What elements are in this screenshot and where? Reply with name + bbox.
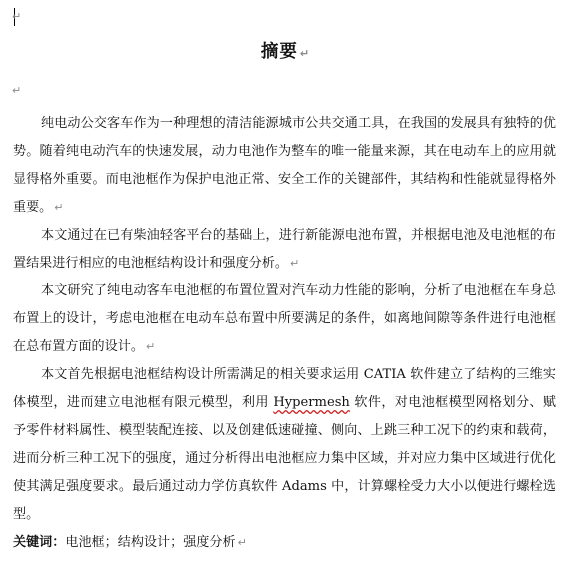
document-title[interactable] [0, 38, 571, 63]
paragraph-1[interactable] [13, 110, 556, 222]
paragraph-mark: ↵ [145, 340, 156, 354]
title-text: 摘要 [260, 42, 298, 62]
document-body[interactable] [13, 110, 556, 557]
keywords-text: 电池框；结构设计；强度分析 [65, 534, 236, 550]
paragraph-mark: ↵ [54, 200, 64, 214]
keywords-line[interactable] [13, 529, 556, 557]
paragraph-4[interactable] [13, 361, 556, 528]
paragraph-mark: ↵ [12, 10, 22, 23]
keywords-label: 关键词： [13, 534, 66, 550]
paragraph-mark: ↵ [299, 47, 311, 60]
spellcheck-word[interactable]: Hypermesh [273, 395, 350, 411]
paragraph-text: 软件，对电池框模型网格划分、赋予零件材料属性、模型装配连接、以及创建低速碰撞、侧向、上跳三种工况下的约束和载荷，进而分析三种工况下的强度，通过分析得出电池框应力集中区域，并对应力集中区域进行优化使其满足强度要求。最后通过动力学仿真软件 Adams 中，计算螺栓受力大小以便进行螺栓选型。 [13, 395, 556, 522]
paragraph-text: 本文研究了纯电动客车电池框的布置位置对汽车动力性能的影响，分析了电池框在车身总布置上的设计，考虑电池框在电动车总布置中所要满足的条件，如离地间隙等条件进行电池框在总布置方面的设计。 [13, 283, 556, 355]
paragraph-mark: ↵ [12, 84, 22, 97]
paragraph-3[interactable] [13, 277, 556, 361]
paragraph-mark: ↵ [289, 256, 300, 270]
paragraph-text: 纯电动公交客车作为一种理想的清洁能源城市公共交通工具，在我国的发展具有独特的优势。随着纯电动汽车的快速发展，动力电池作为整车的唯一能量来源，其在电动车上的应用就显得格外重要。而电池框作为保护电池正常、安全工作的关键部件，其结构和性能就显得格外重要。 [13, 116, 556, 215]
paragraph-2[interactable] [13, 222, 556, 278]
paragraph-mark: ↵ [237, 535, 247, 549]
paragraph-text: 本文首先根据电池框结构设计所需满足的相关要求运用 CATIA 软件建立了结构的三维实体模型，进而建立电池框有限元模型，利用 [13, 367, 556, 411]
paragraph-text: 本文通过在已有柴油轻客平台的基础上，进行新能源电池布置，并根据电池及电池框的布置结果进行相应的电池框结构设计和强度分析。 [13, 227, 556, 271]
